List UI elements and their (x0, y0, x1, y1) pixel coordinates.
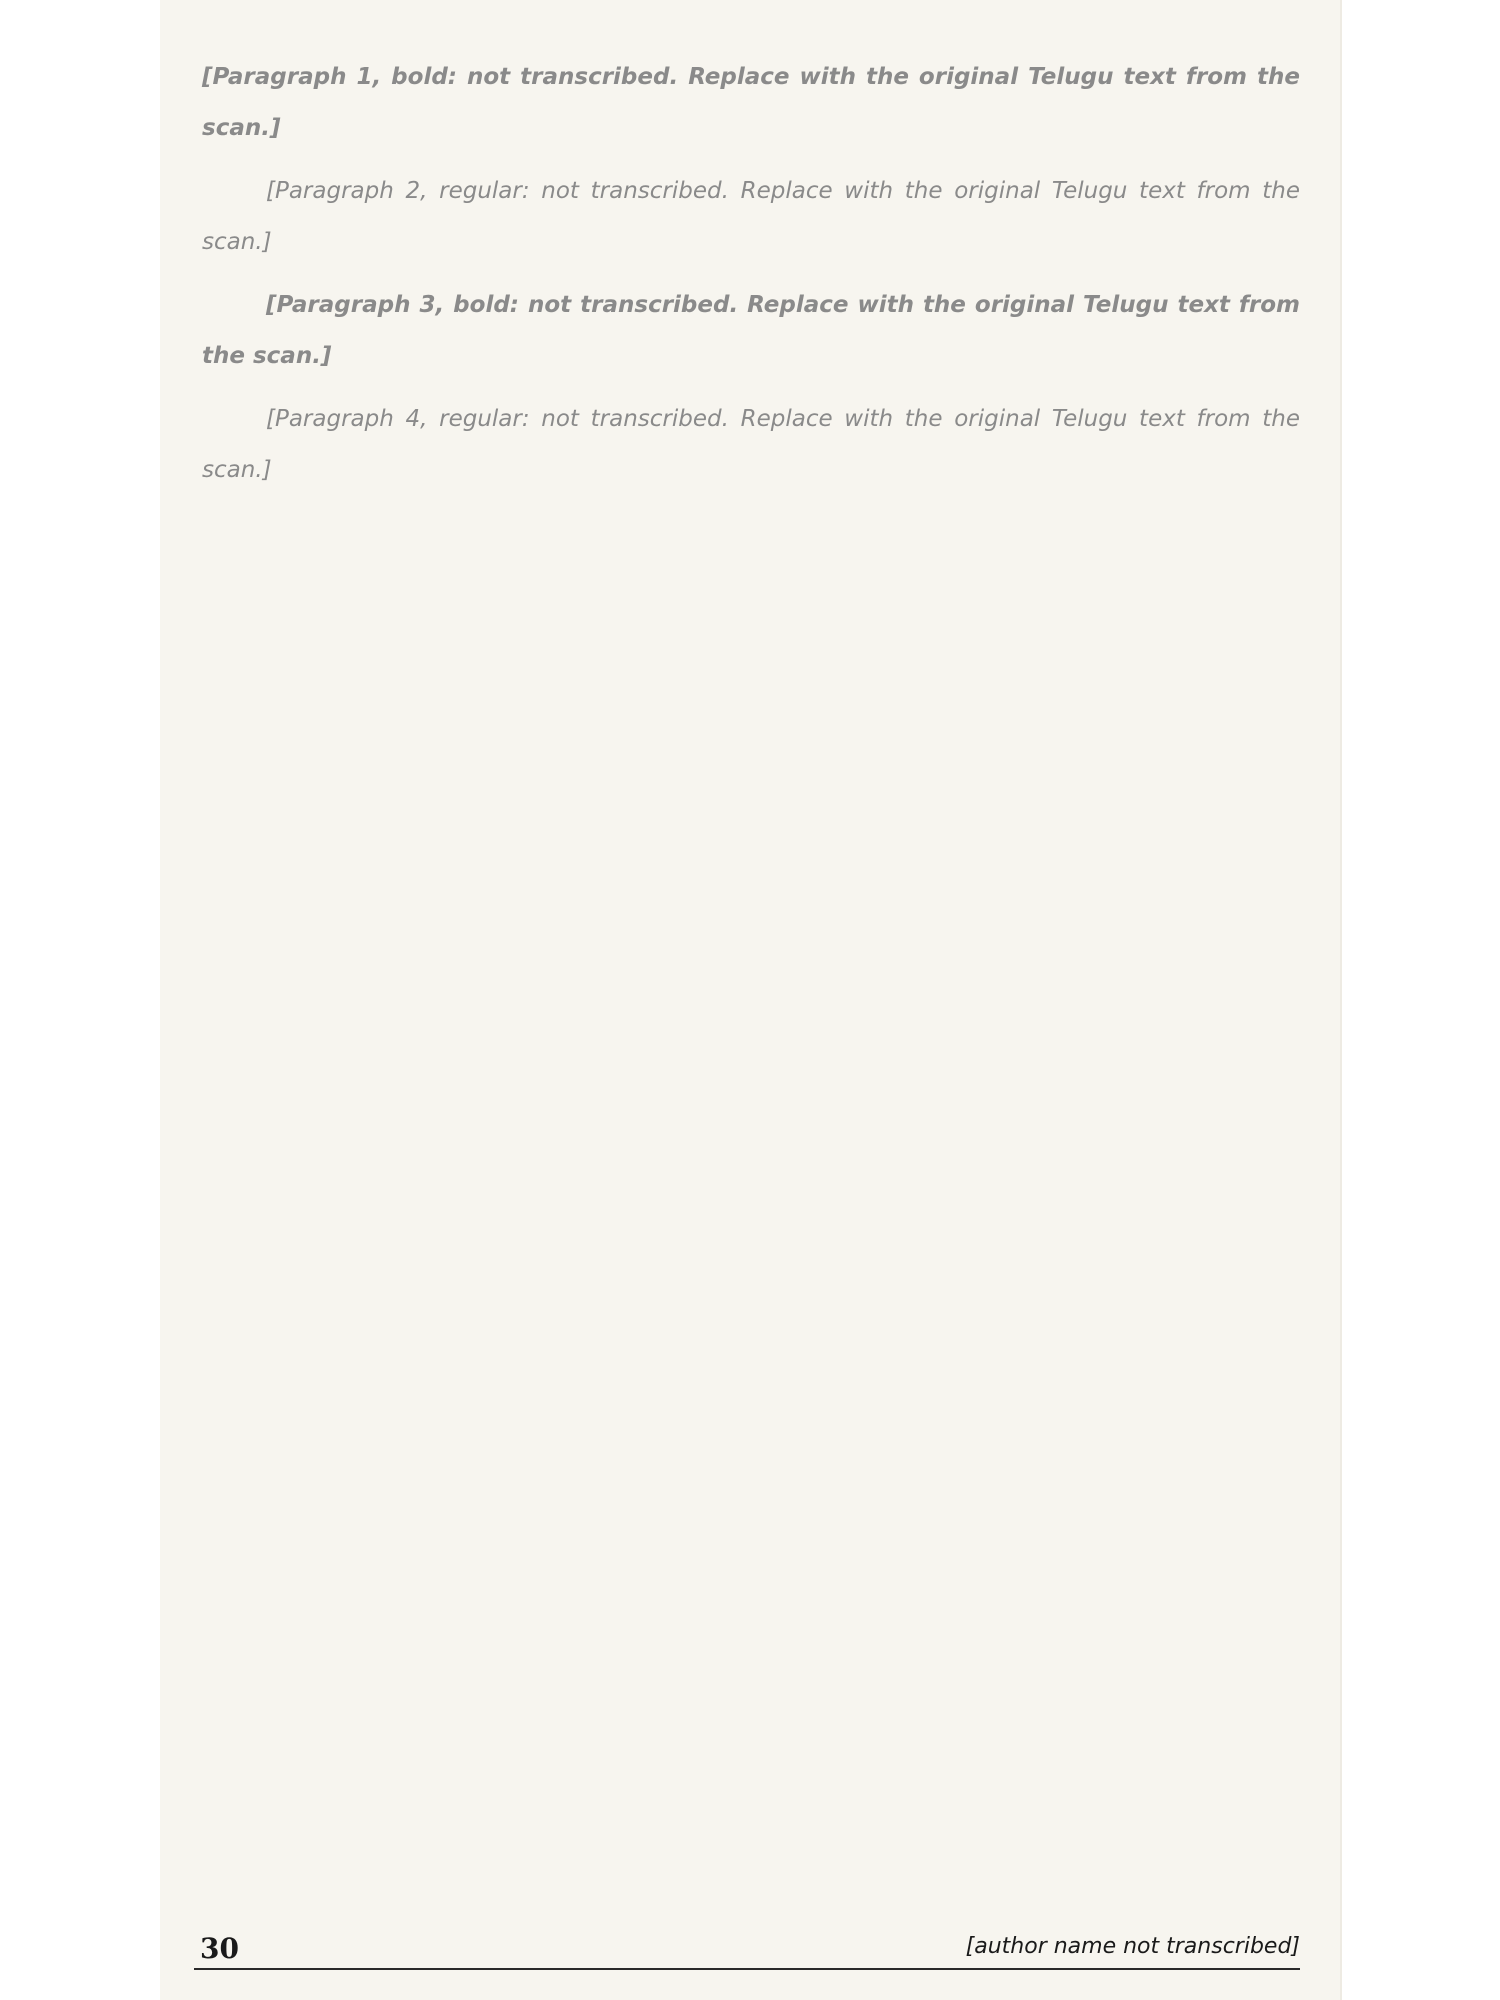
book-page (160, 0, 1340, 2000)
footer-rule (194, 1968, 1300, 1970)
answer-paragraph-2: [Paragraph 4, regular: not transcribed. Replace with the original Telugu text from the scan.] (202, 406, 1300, 483)
page-body (202, 52, 1300, 508)
author-footer: [author name not transcribed] (965, 1934, 1300, 1959)
answer-paragraph-1: [Paragraph 2, regular: not transcribed. Replace with the original Telugu text from the scan.] (202, 178, 1300, 255)
question-paragraph-1: [Paragraph 1, bold: not transcribed. Replace with the original Telugu text from the scan.] (202, 64, 1300, 141)
question-paragraph-2: [Paragraph 3, bold: not transcribed. Replace with the original Telugu text from the scan.] (202, 292, 1300, 369)
page-number: 30 (200, 1932, 239, 1965)
